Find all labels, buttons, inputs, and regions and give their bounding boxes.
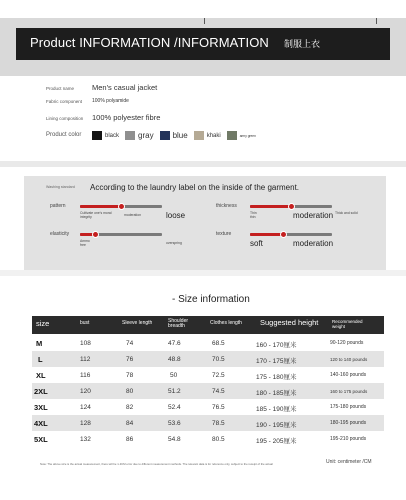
header-bar: [16, 28, 390, 60]
cell-shoulder: 51.2: [168, 388, 181, 395]
color-swatch-army-green: [227, 131, 237, 140]
cell-length: 68.5: [212, 340, 225, 347]
option-loose: loose: [166, 211, 186, 220]
col-weight: Recommended weight: [332, 319, 363, 329]
color-swatch-blue: [160, 131, 170, 140]
page-title: Product INFORMATION /INFORMATION: [30, 35, 269, 50]
option-moderation-thickness: moderation: [293, 211, 334, 220]
color-swatch-gray: [125, 131, 135, 140]
scale-track-pattern: [80, 205, 162, 208]
cell-weight: 140-160 pounds: [330, 372, 367, 378]
cell-shoulder: 50: [170, 372, 178, 379]
color-label: Product color: [46, 132, 82, 138]
cell-sleeve: 80: [126, 388, 134, 395]
washing-standard-label: Washing standard: [46, 185, 75, 189]
scale-knob-elasticity: [92, 231, 99, 238]
color-name-khaki: khaki: [206, 132, 221, 139]
size-unit: Unit: centimeter /CM: [326, 459, 372, 465]
col-shoulder: Shoulder breadth: [168, 318, 189, 329]
section-divider: [0, 161, 406, 167]
table-row: [32, 415, 384, 431]
lining-value: 100% polyester fibre: [92, 113, 161, 122]
table-row: [32, 383, 384, 399]
color-name-gray: gray: [138, 131, 154, 140]
cell-bust: 116: [80, 372, 91, 379]
cell-weight: 195-210 pounds: [330, 436, 367, 442]
color-swatches: [92, 131, 262, 140]
page-title-cn: 制服上衣: [284, 39, 321, 49]
cell-length: 72.5: [212, 372, 225, 379]
cell-weight: 180-195 pounds: [330, 420, 367, 426]
cell-height: 170 - 175厘米: [256, 358, 297, 365]
cell-height: 195 - 205厘米: [256, 438, 297, 445]
cell-height: 180 - 185厘米: [256, 390, 297, 397]
scale-fill-texture: [250, 233, 283, 236]
scale-fill-pattern: [80, 205, 121, 208]
scale-fill-thickness: [250, 205, 291, 208]
color-name-army-green: army green: [239, 133, 256, 138]
col-size: size: [36, 319, 50, 328]
cell-bust: 128: [80, 420, 91, 427]
fabric-value: 100% polyamide: [92, 98, 129, 104]
cell-length: 74.5: [212, 388, 225, 395]
option-thin: Thin thin: [250, 211, 257, 219]
scale-track-texture: [250, 233, 332, 236]
option-ammo-free: Ammo free: [80, 239, 90, 247]
cell-size: M: [36, 339, 43, 348]
cell-length: 70.5: [212, 356, 225, 363]
cell-shoulder: 54.8: [168, 436, 181, 443]
color-name-blue: blue: [172, 131, 188, 140]
size-table-header: [32, 316, 384, 334]
cell-size: L: [38, 355, 43, 364]
col-bust: bust: [80, 320, 90, 326]
scale-label-texture: texture: [216, 231, 232, 237]
cell-length: 76.5: [212, 404, 225, 411]
scale-knob-texture: [280, 231, 287, 238]
scale-label-pattern: pattern: [50, 203, 66, 209]
cell-length: 78.5: [212, 420, 225, 427]
cell-sleeve: 74: [126, 340, 134, 347]
product-name-label: Product name: [46, 86, 75, 91]
option-moderation-texture: moderation: [293, 239, 334, 248]
cell-size: 3XL: [34, 403, 48, 412]
table-row: [32, 335, 384, 351]
cell-bust: 108: [80, 340, 91, 347]
color-swatch-black: [92, 131, 102, 140]
lining-label: Lining composition: [46, 116, 84, 121]
col-length: Clothes length: [210, 320, 242, 326]
option-soft: soft: [250, 239, 263, 248]
scale-label-thickness: thickness: [216, 203, 237, 209]
option-overspring: overspring: [166, 241, 182, 245]
cell-bust: 112: [80, 356, 91, 363]
cell-weight: 90-120 pounds: [330, 340, 364, 346]
scale-track-elasticity: [80, 233, 162, 236]
color-name-black: black: [105, 132, 120, 139]
cell-bust: 132: [80, 436, 91, 443]
size-info-title: - Size information: [172, 294, 250, 305]
laundry-title: According to the laundry label on the inside of the garment.: [90, 183, 300, 192]
fabric-label: Fabric component: [46, 99, 83, 104]
cell-sleeve: 76: [126, 356, 134, 363]
option-thick: Thick and solid: [335, 211, 358, 215]
cell-height: 160 - 170厘米: [256, 342, 297, 349]
section-divider: [0, 270, 406, 276]
cell-length: 80.5: [212, 436, 225, 443]
cell-shoulder: 48.8: [168, 356, 181, 363]
cell-weight: 120 to 140 pounds: [330, 357, 368, 362]
cell-sleeve: 86: [126, 436, 134, 443]
scale-label-elasticity: elasticity: [50, 231, 70, 237]
header-tick: [204, 18, 205, 24]
cell-weight: 175-180 pounds: [330, 404, 367, 410]
option-moderation: moderation: [124, 213, 141, 217]
cell-height: 175 - 180厘米: [256, 374, 297, 381]
cell-weight: 160 to 175 pounds: [330, 389, 368, 394]
size-footnote: Note: The above size is the actual measurement, there will be 1-3CM error due to different measurement methods. The relevant data is for reference only, subject to the receipt of the actual: [40, 462, 273, 466]
cell-size: XL: [36, 371, 46, 380]
cell-sleeve: 84: [126, 420, 134, 427]
cell-bust: 124: [80, 404, 91, 411]
cell-size: 5XL: [34, 435, 48, 444]
cell-height: 185 - 190厘米: [256, 406, 297, 413]
table-row: [32, 431, 384, 447]
product-name-value: Men's casual jacket: [92, 83, 158, 92]
cell-sleeve: 78: [126, 372, 134, 379]
cell-bust: 120: [80, 388, 91, 395]
header-tick: [376, 18, 377, 24]
table-row: [32, 367, 384, 383]
option-cultivate: Cultivate one's moral integrity: [80, 211, 112, 219]
cell-size: 2XL: [34, 387, 48, 396]
col-sleeve: Sleeve length: [122, 320, 153, 326]
table-row: [32, 399, 384, 415]
table-row: [32, 351, 384, 367]
scale-knob-pattern: [118, 203, 125, 210]
cell-shoulder: 47.6: [168, 340, 181, 347]
cell-shoulder: 53.6: [168, 420, 181, 427]
cell-height: 190 - 195厘米: [256, 422, 297, 429]
scale-track-thickness: [250, 205, 332, 208]
scale-knob-thickness: [288, 203, 295, 210]
col-height: Suggested height: [260, 318, 319, 327]
cell-shoulder: 52.4: [168, 404, 181, 411]
cell-size: 4XL: [34, 419, 48, 428]
cell-sleeve: 82: [126, 404, 134, 411]
color-swatch-khaki: [194, 131, 204, 140]
